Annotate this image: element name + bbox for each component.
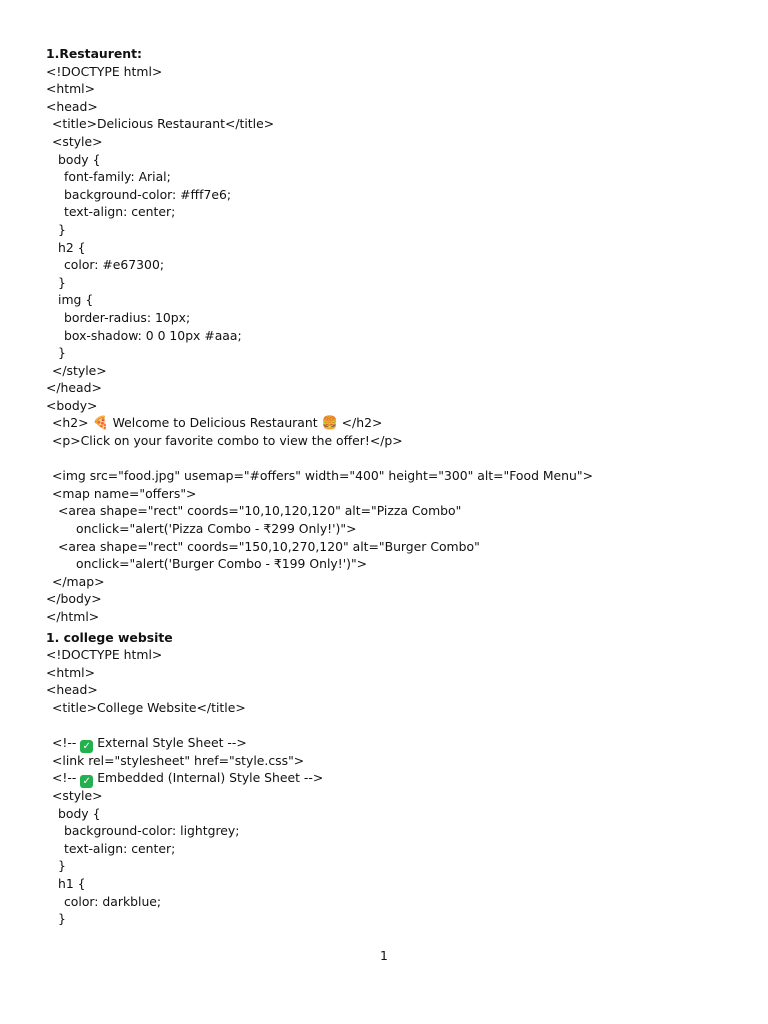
h2-close-tag: </h2> — [341, 415, 383, 431]
code-line: font-family: Arial; — [64, 169, 171, 185]
document-body — [46, 42, 736, 928]
code-line: </body> — [46, 591, 102, 607]
comment-open: <!-- — [52, 770, 77, 786]
blank-line — [46, 450, 736, 468]
code-line: </head> — [46, 380, 102, 396]
page-number: 1 — [380, 948, 388, 963]
code-line: body { — [58, 151, 101, 167]
code-line-comment — [46, 734, 736, 752]
code-line: background-color: #fff7e6; — [64, 186, 232, 202]
code-line: color: darkblue; — [64, 893, 162, 909]
check-icon: ✓ — [80, 775, 93, 788]
code-line: <html> — [46, 664, 95, 680]
code-line: <img src="food.jpg" usemap="#offers" width="400" height="300" alt="Food Menu"> — [52, 468, 593, 484]
section-heading-restaurant: 1.Restaurent: — [46, 46, 142, 61]
h2-open-tag: <h2> — [52, 415, 89, 431]
code-line: <title>Delicious Restaurant</title> — [52, 116, 275, 132]
blank-line — [46, 717, 736, 735]
code-line: <area shape="rect" coords="150,10,270,120" alt="Burger Combo" — [58, 538, 480, 554]
code-line: <style> — [52, 787, 103, 803]
code-line: } — [58, 274, 66, 290]
code-line: <head> — [46, 682, 98, 698]
h2-text: Welcome to Delicious Restaurant — [112, 415, 318, 431]
code-line: </style> — [52, 362, 107, 378]
code-line-h2 — [46, 414, 736, 432]
code-line: h1 { — [58, 875, 86, 891]
section-heading-college: 1. college website — [46, 629, 173, 645]
code-line: text-align: center; — [64, 204, 176, 220]
comment-text: Embedded (Internal) Style Sheet --> — [97, 770, 324, 786]
code-line: <!DOCTYPE html> — [46, 647, 163, 663]
code-line: <html> — [46, 81, 95, 97]
comment-open: <!-- — [52, 735, 77, 751]
code-line: <title>College Website</title> — [52, 699, 246, 715]
code-line: } — [58, 858, 66, 874]
code-line: <head> — [46, 98, 98, 114]
code-line: <body> — [46, 397, 98, 413]
code-line: border-radius: 10px; — [64, 309, 191, 325]
code-line: img { — [58, 292, 94, 308]
check-icon: ✓ — [80, 740, 93, 753]
code-line: onclick="alert('Burger Combo - ₹199 Only!')"> — [76, 556, 368, 572]
code-line: <link rel="stylesheet" href="style.css"> — [52, 752, 305, 768]
code-line-comment — [46, 769, 736, 787]
code-line: color: #e67300; — [64, 257, 165, 273]
code-line: box-shadow: 0 0 10px #aaa; — [64, 327, 242, 343]
code-line: text-align: center; — [64, 840, 176, 856]
comment-text: External Style Sheet --> — [97, 735, 247, 751]
burger-icon: 🍔 — [321, 416, 338, 432]
code-line: <!DOCTYPE html> — [46, 63, 163, 79]
code-line: background-color: lightgrey; — [64, 823, 240, 839]
code-line: <map name="offers"> — [52, 485, 197, 501]
code-line: h2 { — [58, 239, 86, 255]
code-line: <style> — [52, 133, 103, 149]
code-line: <p>Click on your favorite combo to view the offer!</p> — [52, 433, 403, 449]
code-line: </html> — [46, 609, 100, 624]
pizza-icon: 🍕 — [92, 416, 109, 432]
code-line: </map> — [52, 573, 105, 589]
code-line: body { — [58, 805, 101, 821]
code-line: onclick="alert('Pizza Combo - ₹299 Only!')"> — [76, 521, 357, 537]
code-line: } — [58, 911, 66, 927]
code-line: <area shape="rect" coords="10,10,120,120" alt="Pizza Combo" — [58, 503, 462, 519]
code-line: } — [58, 221, 66, 237]
code-line: } — [58, 345, 66, 361]
